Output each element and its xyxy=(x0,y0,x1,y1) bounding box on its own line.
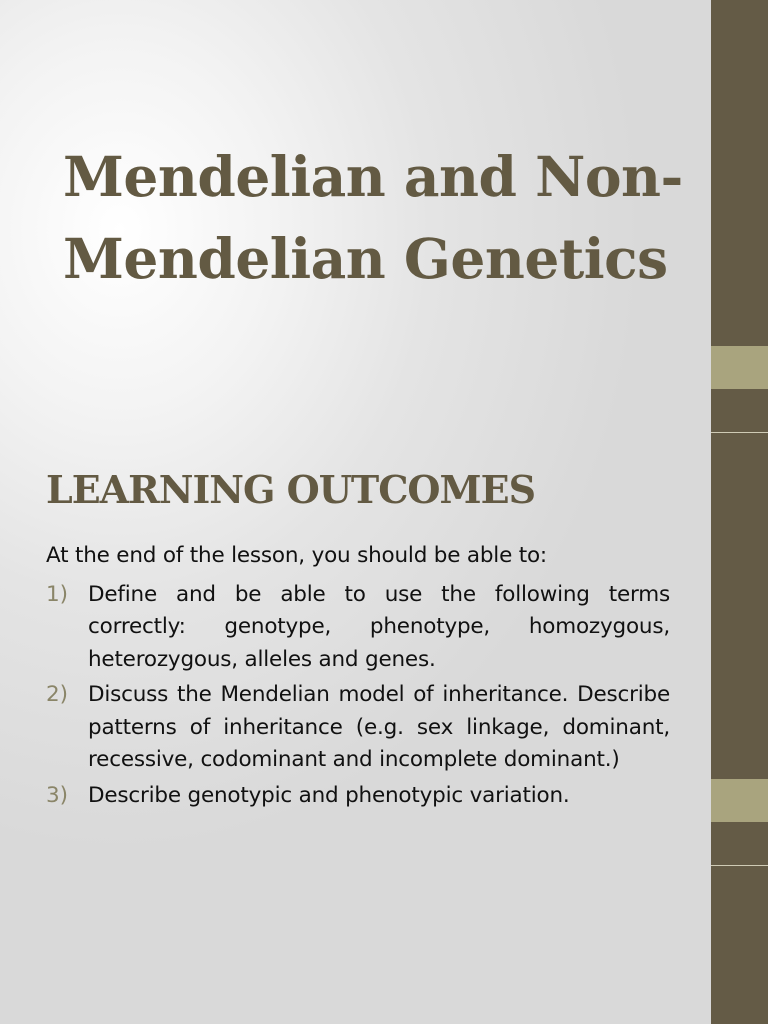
sidebar-divider-top xyxy=(711,432,768,433)
list-item-text: Describe genotypic and phenotypic variation. xyxy=(88,782,570,808)
slide-title xyxy=(63,136,703,300)
decorative-sidebar xyxy=(711,0,768,1024)
list-item xyxy=(46,579,670,677)
list-item-number: 1) xyxy=(46,581,69,607)
list-item xyxy=(46,780,670,813)
list-item xyxy=(46,679,670,777)
section-heading: LEARNING OUTCOMES xyxy=(46,467,536,512)
list-item-number: 3) xyxy=(46,782,69,808)
sidebar-accent-band-bottom xyxy=(711,779,768,822)
intro-text: At the end of the lesson, you should be able to: xyxy=(46,543,547,568)
sidebar-divider-bottom xyxy=(711,865,768,866)
list-item-number: 2) xyxy=(46,682,69,707)
list-item-text: Discuss the Mendelian model of inheritance. Describe patterns of inheritance (e.g. sex linkage, dominant, recessive, codominant and incomplete dominant.) xyxy=(88,682,670,772)
slide-title-line-1: Mendelian and Non- xyxy=(63,144,683,209)
slide-body xyxy=(46,540,670,815)
outcomes-list xyxy=(46,579,670,813)
slide-title-line-2: Mendelian Genetics xyxy=(63,226,668,291)
list-item-text: Define and be able to use the following terms correctly: genotype, phenotype, homozygous, heterozygous, alleles and genes. xyxy=(88,581,670,672)
sidebar-accent-band-top xyxy=(711,346,768,389)
